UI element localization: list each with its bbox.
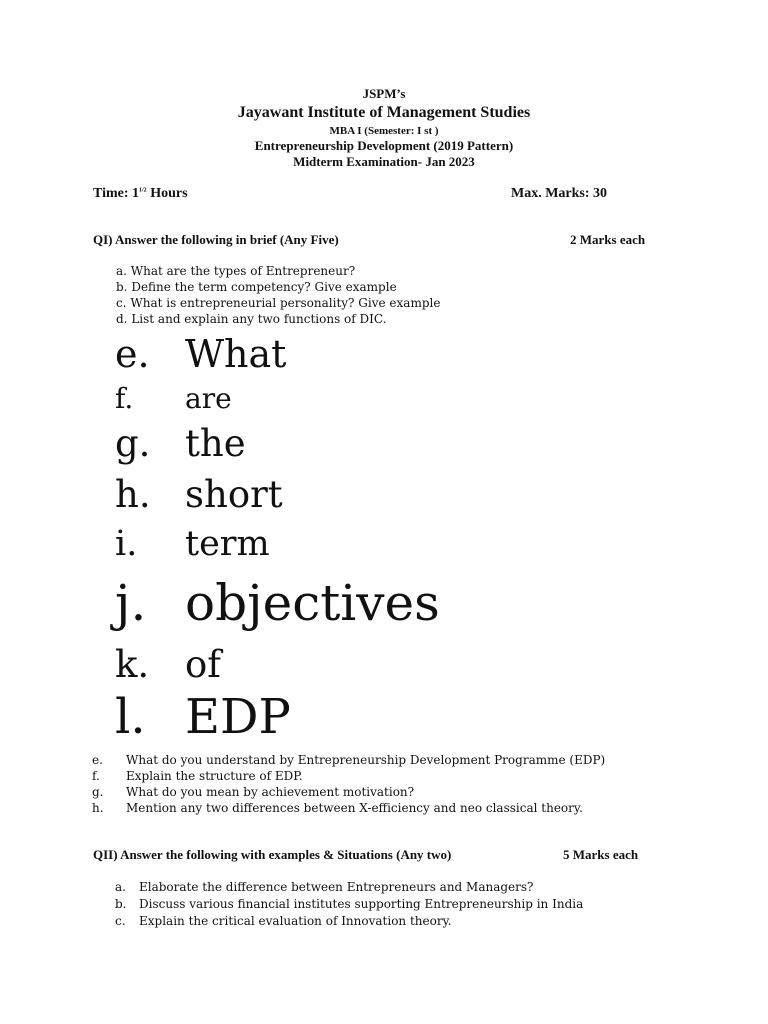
list-item: [116, 280, 397, 294]
list-item: [116, 264, 355, 278]
item-text: objectives: [185, 574, 440, 632]
big-list-item: [115, 422, 246, 465]
time-line: [93, 186, 188, 202]
item-text: What are the types of Entrepreneur?: [130, 264, 356, 278]
item-text: short: [185, 473, 283, 516]
item-text: the: [185, 422, 246, 465]
item-letter: f.: [115, 382, 134, 415]
q2-heading: QII) Answer the following with examples & Situations (Any two): [93, 847, 452, 862]
list-item: [92, 801, 583, 815]
item-text: Explain the structure of EDP.: [126, 769, 303, 783]
item-text: What: [185, 332, 287, 376]
item-text: Discuss various financial institutes supporting Entrepreneurship in India: [139, 897, 584, 911]
list-item: [116, 296, 440, 310]
q1-marks: 2 Marks each: [570, 232, 646, 247]
list-item: [92, 753, 605, 767]
q2-marks: 5 Marks each: [563, 847, 639, 862]
item-letter: g.: [92, 785, 104, 799]
item-letter: b.: [115, 897, 127, 911]
big-list-item: [115, 382, 232, 415]
item-text: are: [185, 382, 232, 415]
list-item: [115, 897, 583, 911]
item-text: of: [185, 643, 221, 686]
item-letter: d.: [116, 312, 128, 326]
big-list-item: [115, 574, 440, 632]
item-text: What do you mean by achievement motivation?: [126, 785, 415, 799]
item-letter: g.: [115, 422, 151, 465]
item-letter: k.: [115, 643, 150, 686]
item-text: What is entrepreneurial personality? Give example: [130, 296, 441, 310]
item-letter: l.: [115, 689, 146, 745]
item-letter: e.: [92, 753, 103, 767]
q1-heading: QI) Answer the following in brief (Any Five): [93, 232, 339, 247]
item-text: Define the term competency? Give example: [131, 280, 397, 294]
org-short: JSPM’s: [362, 86, 406, 101]
item-letter: f.: [92, 769, 100, 783]
max-marks: Max. Marks: 30: [511, 186, 608, 201]
item-letter: h.: [115, 473, 151, 516]
course-line: MBA I (Semester: I st ): [329, 125, 439, 137]
big-list-item: [115, 524, 270, 564]
list-item: [115, 880, 533, 894]
list-item: [92, 769, 303, 783]
item-letter: c.: [115, 914, 126, 928]
item-text: term: [185, 524, 270, 564]
exam-line: Midterm Examination- Jan 2023: [293, 154, 475, 169]
item-text: Elaborate the difference between Entrepreneurs and Managers?: [139, 880, 534, 894]
subject-line: Entrepreneurship Development (2019 Pattern): [254, 138, 514, 153]
item-letter: a.: [116, 264, 127, 278]
item-text: List and explain any two functions of DIC.: [131, 312, 387, 326]
time-fraction: 1/2: [139, 187, 147, 194]
time-prefix: Time: 1: [93, 186, 140, 201]
item-letter: c.: [116, 296, 127, 310]
item-letter: i.: [115, 524, 138, 564]
big-list-item: [115, 689, 291, 745]
item-letter: j.: [115, 574, 147, 632]
list-item: [92, 785, 414, 799]
item-letter: b.: [116, 280, 128, 294]
item-letter: h.: [92, 801, 104, 815]
item-text: Mention any two differences between X-efficiency and neo classical theory.: [126, 801, 583, 815]
item-text: Explain the critical evaluation of Innovation theory.: [139, 914, 452, 928]
time-suffix: Hours: [146, 186, 188, 201]
item-letter: e.: [115, 332, 150, 376]
institute-name: Jayawant Institute of Management Studies: [237, 104, 531, 121]
big-list-item: [115, 473, 283, 516]
list-item: [115, 914, 452, 928]
item-text: What do you understand by Entrepreneurship Development Programme (EDP): [126, 753, 606, 767]
item-letter: a.: [115, 880, 126, 894]
big-list-item: [115, 643, 221, 686]
big-list-item: [115, 332, 286, 376]
list-item: [116, 312, 386, 326]
item-text: EDP: [185, 689, 291, 745]
